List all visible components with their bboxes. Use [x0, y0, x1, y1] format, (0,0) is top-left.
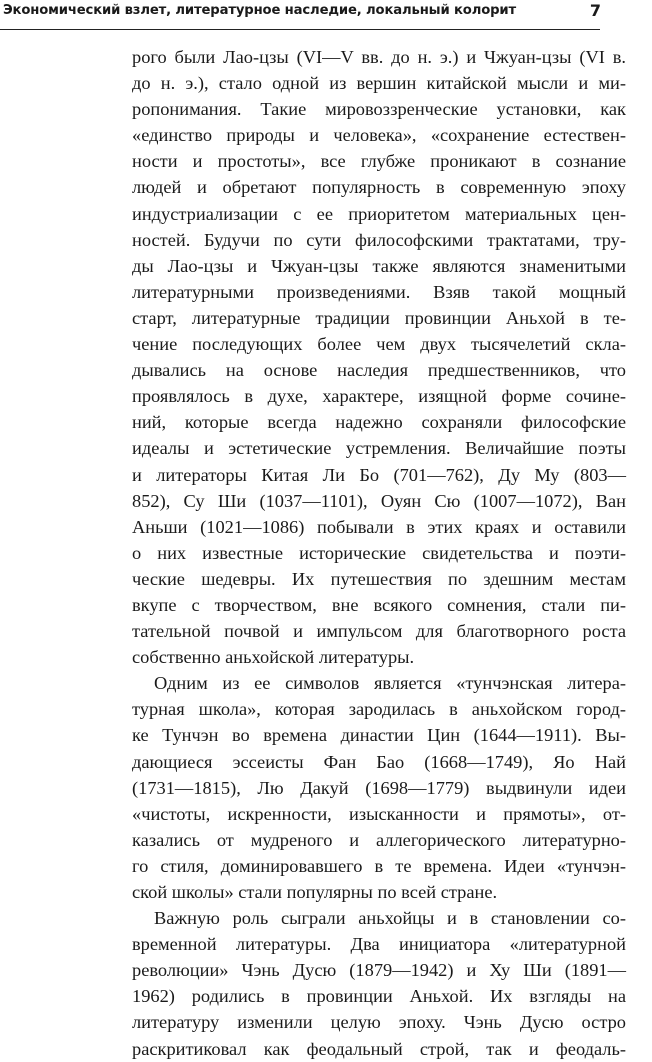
text-line: Аньши (1021—1086) побывали в этих краях и оставили: [132, 516, 626, 537]
text-line: проявлялось в духе, характере, изящной форме сочине-: [132, 386, 626, 407]
text-line: ропонимания. Такие мировоззренческие установки, как: [132, 99, 626, 120]
text-line: ний, которые всегда надежно сохраняли философские: [132, 412, 626, 433]
text-line: до н. э.), стало одной из вершин китайской мысли и ми-: [132, 73, 626, 94]
text-line: и литераторы Китая Ли Бо (701—762), Ду Му (803—: [132, 464, 626, 485]
text-line: людей и обретают популярность в современную эпоху: [132, 177, 626, 198]
text-line: «чистоты, искренности, изысканности и прямоты», от-: [132, 803, 626, 824]
text-line: чение последующих более чем двух тысячелетий скла-: [132, 334, 626, 355]
text-line: го стиля, доминировавшего в те времена. Идеи «тунчэн-: [132, 855, 626, 876]
text-line: о них известные исторические свидетельства и поэти-: [132, 542, 626, 563]
text-line: ности и простоты», все глубже проникают в сознание: [132, 151, 626, 172]
text-line: идеалы и эстетические устремления. Величайшие поэты: [132, 438, 626, 459]
text-line: литературу изменили целую эпоху. Чэнь Дусю остро: [132, 1012, 626, 1033]
text-line: собственно аньхойской литературы.: [132, 647, 415, 668]
text-line: вкупе с творчеством, вне всякого сомнения, стали пи-: [132, 594, 626, 615]
text-line: рого были Лао-цзы (VI—V вв. до н. э.) и Чжуан-цзы (VI в.: [132, 47, 626, 67]
text-line: литературными произведениями. Взяв такой мощный: [132, 281, 626, 302]
text-line: 852), Су Ши (1037—1101), Оуян Сю (1007—1072), Ван: [132, 490, 626, 511]
text-line: Одним из ее символов является «тунчэнская литера-: [154, 673, 626, 694]
text-line: старт, литературные традиции провинции Аньхой в те-: [132, 307, 626, 328]
text-line: ской школы» стали популярны по всей стране.: [132, 882, 498, 902]
text-line: ческие шедевры. Их путешествия по здешним местам: [132, 568, 626, 589]
text-line: временной литературы. Два инициатора «литературной: [132, 934, 626, 955]
text-line: ке Тунчэн во времена династии Цин (1644—1911). Вы-: [132, 725, 626, 746]
text-line: (1731—1815), Лю Дакуй (1698—1779) выдвинули идеи: [132, 777, 626, 798]
text-line: революции» Чэнь Дусю (1879—1942) и Ху Ши (1891—: [132, 960, 626, 981]
running-header-title: Экономический взлет, литературное наследие, локальный колорит: [3, 3, 516, 18]
text-line: ды Лао-цзы и Чжуан-цзы также являются знаменитыми: [132, 255, 626, 276]
text-line: турная школа», которая зародилась в аньхойском город-: [132, 699, 626, 720]
text-line: «единство природы и человека», «сохранение естествен-: [132, 125, 626, 146]
text-line: ностей. Будучи по сути философскими трактатами, тру-: [132, 229, 626, 250]
running-header: [0, 0, 652, 34]
body-text: [132, 44, 626, 1062]
text-line: казались от мудреного и аллегорического литературно-: [132, 829, 626, 850]
paragraph: [132, 670, 626, 905]
paragraph: [132, 44, 626, 670]
paragraph: [132, 905, 626, 1062]
text-line: Важную роль сыграли аньхойцы и в становлении со-: [154, 908, 626, 929]
text-line: дающиеся эссеисты Фан Бао (1668—1749), Яо Най: [132, 751, 626, 772]
header-rule: [0, 29, 600, 30]
text-line: индустриализации с ее приоритетом материальных цен-: [132, 203, 626, 224]
text-line: тательной почвой и импульсом для благотворного роста: [132, 621, 626, 642]
text-line: дывались на основе наследия предшественников, что: [132, 360, 626, 381]
text-line: 1962) родились в провинции Аньхой. Их взгляды на: [132, 986, 626, 1007]
text-line: раскритиковал как феодальный строй, так и феодаль-: [132, 1038, 626, 1059]
page-number: 7: [589, 1, 601, 20]
